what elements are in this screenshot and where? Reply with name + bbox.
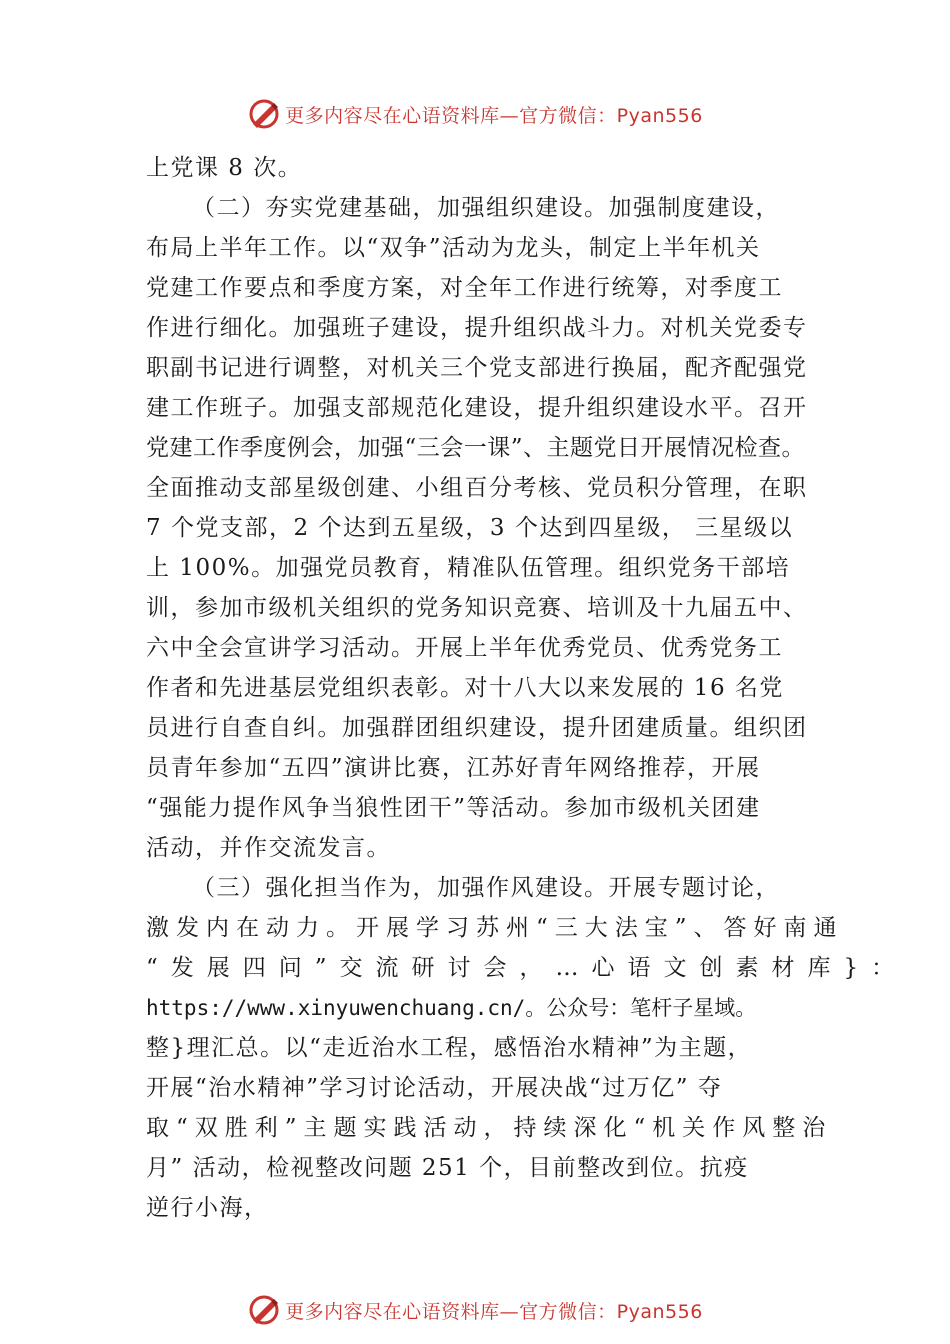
- source-url-line: https://www.xinyuwenchuang.cn/。公众号：笔杆子星域。: [146, 996, 757, 1020]
- body-line: 员进行自查自纠。加强群团组织建设，提升团建质量。组织团: [146, 715, 808, 741]
- body-line: 员青年参加“五四”演讲比赛，江苏好青年网络推荐，开展: [146, 755, 761, 781]
- body-line: 作进行细化。加强班子建设，提升组织战斗力。对机关党委专: [146, 315, 808, 341]
- body-line: 作者和先进基层党组织表彰。对十八大以来发展的 16 名党: [146, 675, 784, 701]
- pen-logo-icon: [247, 97, 281, 131]
- body-line: 逆行小海，: [146, 1195, 269, 1221]
- body-line: 全面推动支部星级创建、小组百分考核、党员积分管理，在职: [146, 475, 808, 501]
- body-line: 激发内在动力。开展学习苏州“三大法宝”、答好南通: [146, 915, 844, 941]
- body-line: 建工作班子。加强支部规范化建设，提升组织建设水平。召开: [146, 395, 808, 421]
- body-line: 取“双胜利”主题实践活动，持续深化“机关作风整治: [146, 1115, 833, 1141]
- pen-logo-icon: [247, 1293, 281, 1327]
- section-three-heading: （三）强化担当作为，加强作风建设。开展专题讨论，: [192, 875, 780, 901]
- body-line: 党建工作季度例会，加强“三会一课”、主题党日开展情况检查。: [146, 435, 806, 461]
- header-wechat-id: Pyan556: [616, 104, 703, 127]
- body-line: 上党课 8 次。: [146, 155, 303, 181]
- body-line: 职副书记进行调整，对机关三个党支部进行换届，配齐配强党: [146, 355, 808, 381]
- body-line: 活动，并作交流发言。: [146, 835, 391, 861]
- body-line: 训，参加市级机关组织的党务知识竞赛、培训及十九届五中、: [146, 595, 808, 621]
- body-line: 月” 活动，检视整改问题 251 个，目前整改到位。抗疫: [146, 1155, 749, 1181]
- header-text: 更多内容尽在心语资料库—官方微信：Pyan556: [285, 104, 703, 127]
- body-line: 党建工作要点和季度方案，对全年工作进行统筹，对季度工: [146, 275, 783, 301]
- header-banner: [0, 94, 950, 134]
- footer-text: 更多内容尽在心语资料库—官方微信：Pyan556: [285, 1300, 703, 1323]
- footer-banner: [0, 1290, 950, 1330]
- footer-wechat-id: Pyan556: [616, 1300, 703, 1323]
- body-line: 布局上半年工作。以“双争”活动为龙头，制定上半年机关: [146, 235, 761, 261]
- body-line: 整}理汇总。以“走近治水工程，感悟治水精神”为主题，: [146, 1035, 753, 1061]
- body-line: 六中全会宣讲学习活动。开展上半年优秀党员、优秀党务工: [146, 635, 783, 661]
- body-line: “发展四问”交流研讨会，…心语文创素材库}：: [146, 955, 908, 981]
- body-line: 上 100%。加强党员教育，精准队伍管理。组织党务干部培: [146, 555, 791, 581]
- body-line: “强能力提作风争当狼性团干”等活动。参加市级机关团建: [146, 795, 761, 821]
- body-line: 开展“治水精神”学习讨论活动，开展决战“过万亿” 夺: [146, 1075, 723, 1101]
- body-line: 7 个党支部，2 个达到五星级，3 个达到四星级， 三星级以: [146, 515, 794, 541]
- document-body: [146, 148, 908, 1228]
- section-two-heading: （二）夯实党建基础，加强组织建设。加强制度建设，: [192, 195, 780, 221]
